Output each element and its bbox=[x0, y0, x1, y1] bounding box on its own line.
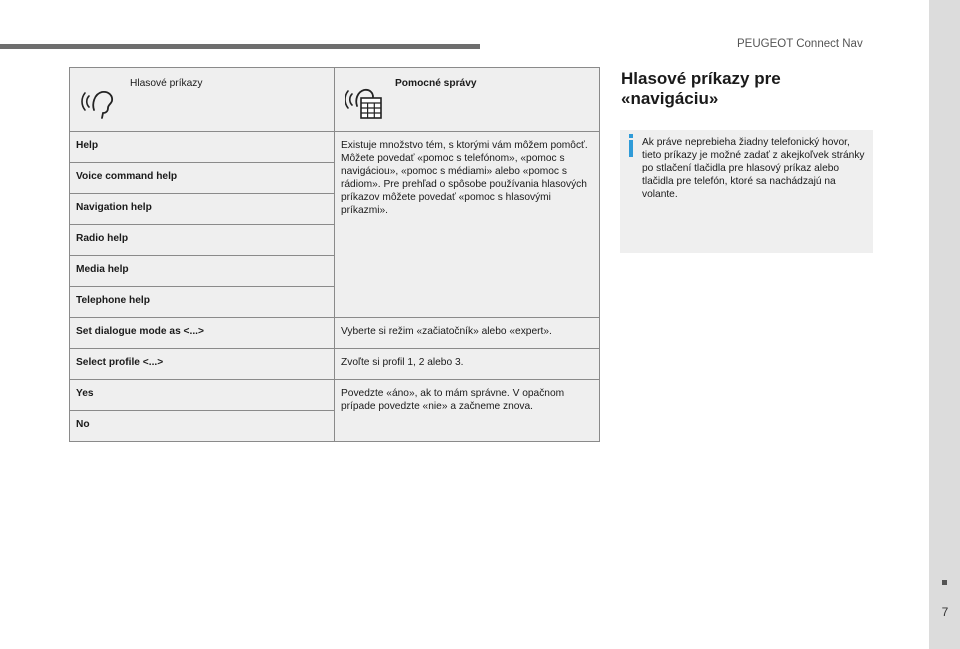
header-title: PEUGEOT Connect Nav bbox=[737, 38, 863, 50]
voice-commands-table bbox=[69, 67, 600, 442]
info-box bbox=[620, 130, 873, 253]
section-heading: Hlasové príkazy pre «navigáciu» bbox=[621, 69, 781, 108]
voice-command-icon bbox=[80, 80, 118, 120]
table-header-commands bbox=[70, 68, 335, 132]
command-help: Help bbox=[70, 132, 335, 163]
header-rule bbox=[0, 44, 480, 49]
info-icon-bar bbox=[629, 140, 633, 157]
page-marker bbox=[942, 580, 947, 585]
command-yes: Yes bbox=[70, 380, 335, 411]
command-navigation-help: Navigation help bbox=[70, 194, 335, 225]
voice-keypad-icon bbox=[345, 80, 383, 120]
command-media-help: Media help bbox=[70, 256, 335, 287]
command-radio-help: Radio help bbox=[70, 225, 335, 256]
command-telephone-help: Telephone help bbox=[70, 287, 335, 318]
description-dialogue-mode: Vyberte si režim «začiatočník» alebo «expert». bbox=[335, 318, 600, 349]
description-yes-no: Povedzte «áno», ak to mám správne. V opačnom prípade povedzte «nie» a začneme znova. bbox=[335, 380, 600, 442]
command-no: No bbox=[70, 411, 335, 442]
command-set-dialogue-mode: Set dialogue mode as <...> bbox=[70, 318, 335, 349]
table-header-messages bbox=[335, 68, 600, 132]
page-number: 7 bbox=[941, 605, 949, 619]
page-side-bar bbox=[929, 0, 960, 649]
table-header-messages-label: Pomocné správy bbox=[395, 78, 477, 89]
command-voice-command-help: Voice command help bbox=[70, 163, 335, 194]
command-select-profile: Select profile <...> bbox=[70, 349, 335, 380]
description-select-profile: Zvoľte si profil 1, 2 alebo 3. bbox=[335, 349, 600, 380]
info-text: Ak práve neprebieha žiadny telefonický hovor, tieto príkazy je možné zadať z akejkoľvek stránky po stlačení tlačidla pre hlasový príkaz alebo tlačidla pre telefón, ktoré sa nachádzajú na volante. bbox=[642, 137, 865, 200]
info-icon bbox=[629, 134, 633, 138]
description-help: Existuje množstvo tém, s ktorými vám môžem pomôcť. Môžete povedať «pomoc s telefónom», «pomoc s navigáciou», «pomoc s médiami» alebo «pomoc s rádiom». Pre prehľad o spôsobe používania hlasových príkazov môžete povedať «pomoc s hlasovými príkazmi». bbox=[335, 132, 600, 318]
table-header-commands-label: Hlasové príkazy bbox=[130, 78, 203, 89]
